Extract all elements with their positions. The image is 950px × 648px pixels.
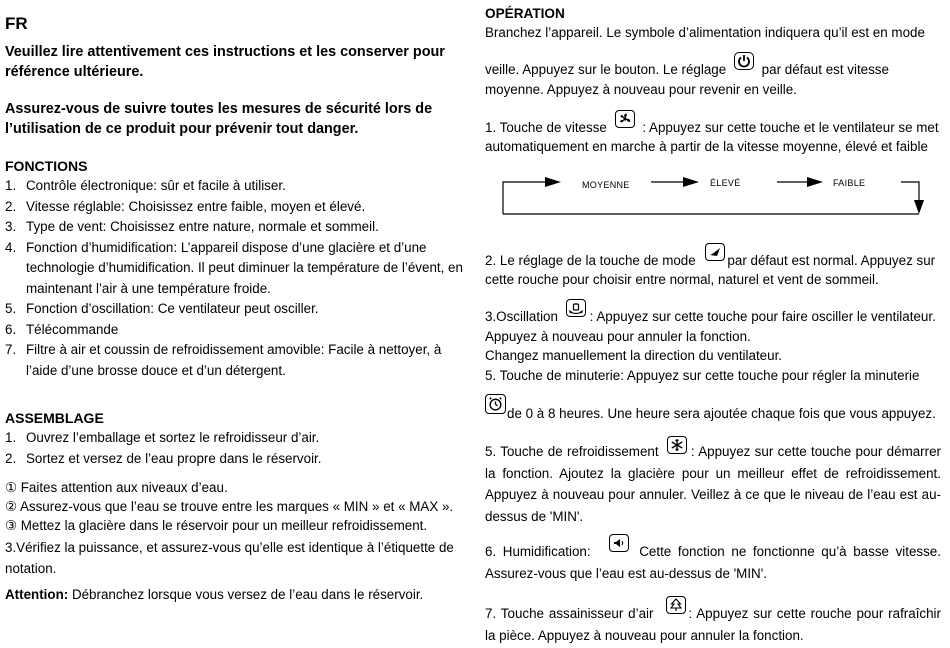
language-heading: FR xyxy=(5,14,28,33)
oscillation-line: 3.Oscillation : Appuyez sur cette touche pour faire osciller le ventilateur. xyxy=(485,305,936,324)
mode-key-line-2: cette rouche pour choisir entre normal, naturel et vent de sommeil. xyxy=(485,272,879,287)
power-check-note: 3.Vérifiez la puissance, et assurez-vous qu’elle est identique à l’étiquette de notation. xyxy=(5,540,454,576)
speed-flow-diagram xyxy=(495,168,945,224)
note-water-level: ① Faites attention aux niveaux d’eau. xyxy=(5,480,228,495)
flow-label-high: ÉLEVÉ xyxy=(710,178,741,188)
list-item: 2. Vitesse réglable: Choisissez entre faible, moyen et élevé. xyxy=(5,198,366,214)
functions-heading: FONCTIONS xyxy=(5,158,88,174)
cooling-paragraph: 5. Touche de refroidissement : Appuyez sur cette touche pour démarrer la fonction. Ajoutez la glacière pour un meilleur effet de refroidissement. Appuyez à nouveau pour annuler. Veillez à ce que le niveau de l’eau est au-dessus de 'MIN'. xyxy=(485,440,941,527)
speed-key-line-2: automatiquement en marche à partir de la vitesse moyenne, élevé et faible xyxy=(485,139,928,154)
list-item: 1. Ouvrez l’emballage et sortez le refroidisseur d’air. xyxy=(5,430,320,445)
list-item: 1. Contrôle électronique: sûr et facile à utiliser. xyxy=(5,178,286,193)
flow-label-low: FAIBLE xyxy=(833,178,866,188)
list-item: 5. Fonction d’oscillation: Ce ventilateur peut osciller. xyxy=(5,301,319,316)
list-item: 3. Type de vent: Choisissez entre nature, normale et sommeil. xyxy=(5,219,379,234)
oscillation-line-3: Changez manuellement la direction du ventilateur. xyxy=(485,348,783,363)
intro-instructions: Veuillez lire attentivement ces instructions et les conserver pour référence ultérieure. xyxy=(5,44,445,80)
operation-line-2: veille. Appuyez sur le bouton. Le réglage par défaut est vitesse xyxy=(485,58,889,77)
speed-key-line: 1. Touche de vitesse : Appuyez sur cette touche et le ventilateur se met xyxy=(485,116,939,135)
mode-icon xyxy=(705,243,725,261)
assembly-list xyxy=(5,428,463,469)
purifier-paragraph: 7. Touche assainisseur d’air : Appuyez sur cette rouche pour rafraîchir la pièce. Appuyez à nouveau pour annuler la fonction. xyxy=(485,602,941,647)
power-icon xyxy=(734,52,754,70)
functions-list xyxy=(5,176,463,381)
humidification-paragraph: 6. Humidification: Cette fonction ne fonctionne qu’à basse vitesse. Assurez-vous que l’eau est au-dessus de 'MIN'. xyxy=(485,540,941,585)
list-item: 4. Fonction d’humidification: L’appareil dispose d’une glacière et d’une technologie d’humidification. Il peut diminuer la température de l’évent, en maintenant l’air à une température froide. xyxy=(5,239,463,296)
timer-icon xyxy=(485,394,506,414)
assembly-heading: ASSEMBLAGE xyxy=(5,410,104,426)
list-item: 7. Filtre à air et coussin de refroidissement amovible: Facile à nettoyer, à l’aide d’une brosse douce et d’un détergent. xyxy=(5,342,442,378)
operation-heading: OPÉRATION xyxy=(485,6,565,21)
fan-icon xyxy=(615,110,635,128)
operation-line-3: moyenne. Appuyez à nouveau pour revenir en veille. xyxy=(485,82,797,97)
list-item: 6. Télécommande xyxy=(5,321,119,337)
timer-line-2: de 0 à 8 heures. Une heure sera ajoutée chaque fois que vous appuyez. xyxy=(485,394,936,421)
snowflake-icon xyxy=(667,436,687,454)
list-item: 2. Sortez et versez de l’eau propre dans le réservoir. xyxy=(5,450,322,466)
attention-note: Attention: Débranchez lorsque vous versez de l’eau dans le réservoir. xyxy=(5,587,424,602)
timer-line: 5. Touche de minuterie: Appuyez sur cette touche pour régler la minuterie xyxy=(485,368,920,383)
note-cooler: ③ Mettez la glacière dans le réservoir pour un meilleur refroidissement. xyxy=(5,518,428,533)
operation-line-1: Branchez l’appareil. Le symbole d’alimentation indiquera qu’il est en mode xyxy=(485,25,925,40)
oscillation-line-2: Appuyez à nouveau pour annuler la fonction. xyxy=(485,329,751,344)
flow-label-medium: MOYENNE xyxy=(582,180,630,190)
mode-key-line: 2. Le réglage de la touche de mode par défaut est normal. Appuyez sur xyxy=(485,249,935,268)
oscillation-icon xyxy=(566,299,586,317)
intro-safety: Assurez-vous de suivre toutes les mesures de sécurité lors de l’utilisation de ce produit pour prévenir tout danger. xyxy=(5,101,433,137)
humidify-icon xyxy=(609,534,629,552)
note-min-max: ② Assurez-vous que l’eau se trouve entre les marques « MIN » et « MAX ». xyxy=(5,499,454,514)
purifier-icon xyxy=(666,596,686,614)
